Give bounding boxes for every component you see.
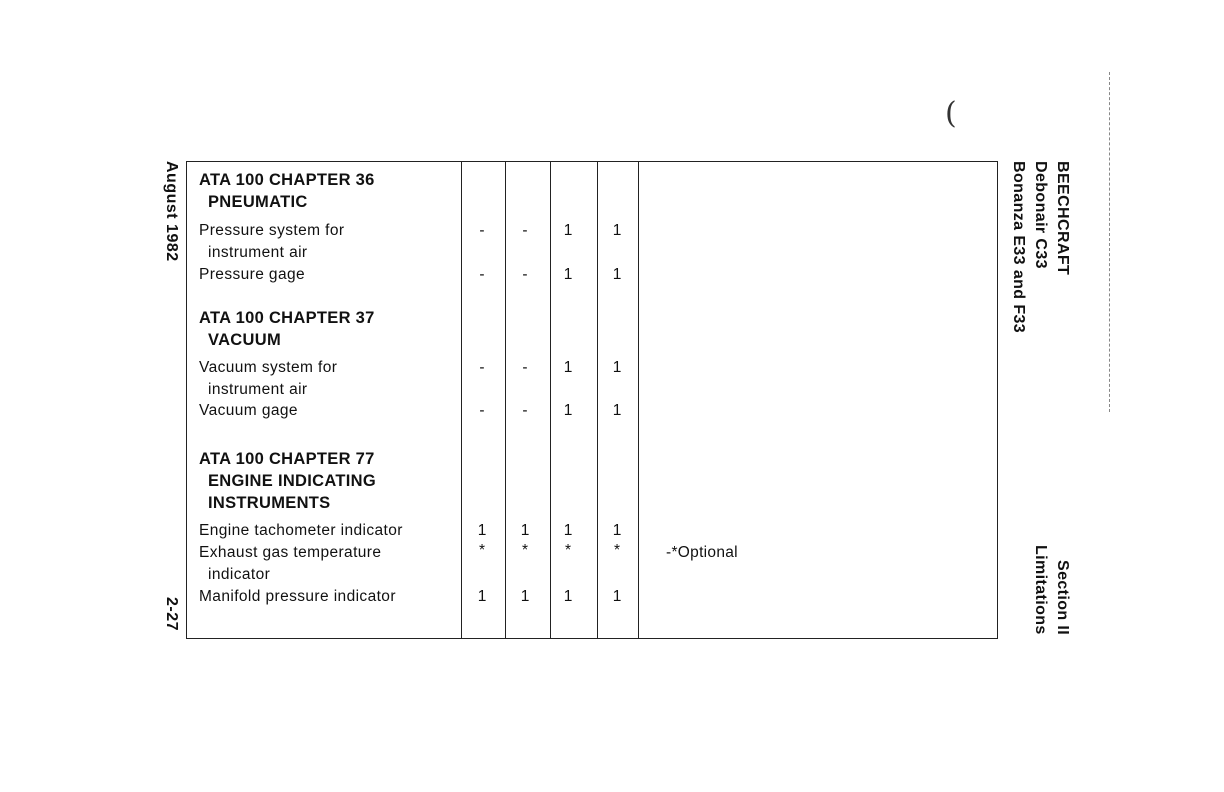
value-cell: - bbox=[522, 222, 528, 239]
value-cell: - bbox=[479, 266, 485, 283]
value-cell: - bbox=[479, 359, 485, 376]
value-cell: 1 bbox=[563, 266, 573, 283]
value-cell: - bbox=[522, 266, 528, 283]
header-section-title: Limitations bbox=[1032, 545, 1049, 635]
value-cell: * bbox=[564, 542, 572, 559]
value-cell: 1 bbox=[563, 522, 573, 539]
value-cell: 1 bbox=[563, 222, 573, 239]
column-divider bbox=[505, 161, 506, 639]
value-cell: 1 bbox=[612, 222, 622, 239]
item-line: Pressure system for bbox=[199, 222, 345, 239]
header-brand: BEECHCRAFT bbox=[1054, 161, 1071, 276]
value-cell: 1 bbox=[612, 522, 622, 539]
item-label bbox=[199, 220, 344, 264]
value-cell: 1 bbox=[612, 359, 622, 376]
remark-optional: -*Optional bbox=[666, 544, 738, 561]
item-label bbox=[199, 264, 305, 286]
item-label bbox=[199, 586, 396, 608]
header-section: Section II bbox=[1054, 560, 1071, 636]
chapter-subtitle: ENGINE INDICATING bbox=[208, 472, 376, 490]
value-cell: 1 bbox=[563, 588, 573, 605]
value-cell: * bbox=[478, 542, 486, 559]
item-line: instrument air bbox=[208, 381, 308, 398]
item-line: Exhaust gas temperature bbox=[199, 544, 382, 561]
value-cell: 1 bbox=[563, 402, 573, 419]
item-line: instrument air bbox=[208, 244, 308, 261]
column-divider bbox=[461, 161, 462, 639]
chapter-title: ATA 100 CHAPTER 77 bbox=[199, 450, 375, 468]
value-cell: * bbox=[613, 542, 621, 559]
item-line: Engine tachometer indicator bbox=[199, 522, 403, 539]
chapter-heading bbox=[199, 448, 376, 514]
column-divider bbox=[597, 161, 598, 639]
value-cell: 1 bbox=[612, 588, 622, 605]
value-cell: 1 bbox=[612, 402, 622, 419]
chapter-heading bbox=[199, 307, 375, 351]
value-cell: 1 bbox=[612, 266, 622, 283]
column-divider bbox=[550, 161, 551, 639]
item-label bbox=[199, 400, 298, 422]
page-number: 2-27 bbox=[163, 597, 180, 632]
value-cell: 1 bbox=[520, 588, 530, 605]
chapter-subtitle: INSTRUMENTS bbox=[208, 494, 331, 512]
value-cell: 1 bbox=[563, 359, 573, 376]
value-cell: - bbox=[522, 402, 528, 419]
chapter-subtitle: VACUUM bbox=[208, 331, 281, 349]
item-line: Vacuum system for bbox=[199, 359, 338, 376]
value-cell: - bbox=[522, 359, 528, 376]
column-divider bbox=[638, 161, 639, 639]
header-model-2: Bonanza E33 and F33 bbox=[1010, 161, 1027, 334]
item-label bbox=[199, 520, 403, 542]
item-label bbox=[199, 542, 381, 586]
item-line: indicator bbox=[208, 566, 271, 583]
header-model-1: Debonair C33 bbox=[1032, 161, 1049, 269]
item-line: Manifold pressure indicator bbox=[199, 588, 396, 605]
chapter-subtitle: PNEUMATIC bbox=[208, 193, 308, 211]
value-cell: 1 bbox=[477, 588, 487, 605]
page-date: August 1982 bbox=[163, 161, 180, 262]
chapter-title: ATA 100 CHAPTER 37 bbox=[199, 309, 375, 327]
value-cell: 1 bbox=[477, 522, 487, 539]
page-edge-line bbox=[1109, 72, 1110, 412]
chapter-title: ATA 100 CHAPTER 36 bbox=[199, 171, 375, 189]
value-cell: - bbox=[479, 222, 485, 239]
item-line: Pressure gage bbox=[199, 266, 306, 283]
item-line: Vacuum gage bbox=[199, 402, 298, 419]
value-cell: * bbox=[521, 542, 529, 559]
scan-mark: ( bbox=[945, 96, 957, 131]
item-label bbox=[199, 357, 337, 401]
value-cell: 1 bbox=[520, 522, 530, 539]
chapter-heading bbox=[199, 169, 375, 213]
value-cell: - bbox=[479, 402, 485, 419]
